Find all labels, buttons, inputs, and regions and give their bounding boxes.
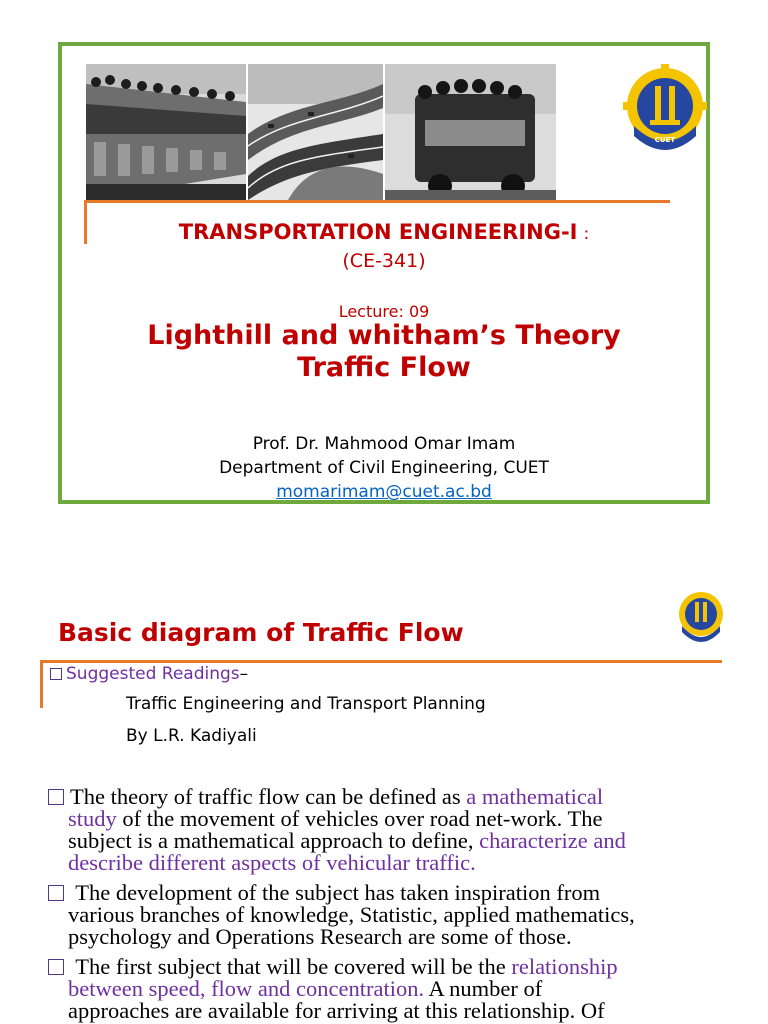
checkbox-bullet-icon bbox=[48, 789, 64, 805]
p2-text-b: various branches of knowledge, Statistic, applied mathematics, bbox=[68, 902, 635, 927]
book-author: By L.R. Kadiyali bbox=[126, 726, 257, 746]
p3-text-d: A number of bbox=[424, 976, 543, 1001]
cuet-logo-small bbox=[676, 590, 726, 648]
p3-text-e: approaches are available for arriving at this relationship. Of bbox=[68, 998, 605, 1023]
email-row bbox=[62, 482, 706, 502]
checkbox-bullet-icon bbox=[50, 668, 62, 680]
p3-emph-b: relationship bbox=[511, 954, 618, 979]
topic-line-1: Lighthill and whitham’s Theory bbox=[147, 320, 621, 351]
p3-text-a: The first subject that will be covered will be the bbox=[70, 954, 512, 979]
book-title: Traffic Engineering and Transport Planning bbox=[126, 694, 486, 714]
topic-line-2: Traffic Flow bbox=[297, 352, 471, 383]
photo-crowded-train bbox=[86, 64, 246, 200]
accent-line-vertical-2 bbox=[40, 660, 43, 708]
paragraph-1 bbox=[48, 786, 716, 874]
course-title bbox=[62, 220, 706, 244]
cuet-logo bbox=[620, 64, 710, 154]
suggested-dash: – bbox=[239, 664, 249, 684]
email-link[interactable]: momarimam@cuet.ac.bd bbox=[276, 482, 492, 502]
course-title-text: TRANSPORTATION ENGINEERING-I bbox=[178, 220, 578, 244]
content-slide bbox=[0, 560, 768, 1024]
paragraph-2 bbox=[48, 882, 716, 948]
slide-title: Basic diagram of Traffic Flow bbox=[58, 618, 464, 647]
course-code: (CE-341) bbox=[342, 250, 426, 272]
p1-emph-f: characterize and bbox=[479, 828, 626, 853]
p2-text-a: The development of the subject has taken inspiration from bbox=[70, 880, 601, 905]
p1-emph-b: a mathematical bbox=[466, 784, 604, 809]
p3-emph-c: between speed, flow and concentration. bbox=[68, 976, 425, 1001]
department-name: Department of Civil Engineering, CUET bbox=[219, 458, 549, 478]
accent-line-horizontal bbox=[84, 200, 670, 203]
p1-text-a: The theory of traffic flow can be defined as bbox=[70, 784, 467, 809]
lecture-number: Lecture: 09 bbox=[338, 302, 430, 321]
author-name: Prof. Dr. Mahmood Omar Imam bbox=[252, 434, 516, 454]
course-title-colon: : bbox=[583, 224, 590, 244]
p1-text-d: of the movement of vehicles over road net-work. The bbox=[116, 806, 603, 831]
photo-highway-interchange bbox=[248, 64, 383, 200]
paragraph-3 bbox=[48, 956, 716, 1022]
checkbox-bullet-icon bbox=[48, 885, 64, 901]
p2-text-c: psychology and Operations Research are some of those. bbox=[68, 924, 572, 949]
suggested-label: Suggested Readings bbox=[66, 664, 240, 684]
photo-overloaded-bus bbox=[385, 64, 556, 200]
p1-text-e: subject is a mathematical approach to define, bbox=[68, 828, 480, 853]
header-photo-strip bbox=[86, 64, 556, 200]
p1-emph-g: describe different aspects of vehicular traffic. bbox=[68, 850, 476, 875]
suggested-readings bbox=[50, 664, 248, 684]
accent-line-horizontal-2 bbox=[40, 660, 722, 663]
p1-emph-c: study bbox=[68, 806, 117, 831]
title-slide bbox=[58, 42, 710, 504]
checkbox-bullet-icon bbox=[48, 959, 64, 975]
logo-text: CUET bbox=[654, 136, 676, 144]
